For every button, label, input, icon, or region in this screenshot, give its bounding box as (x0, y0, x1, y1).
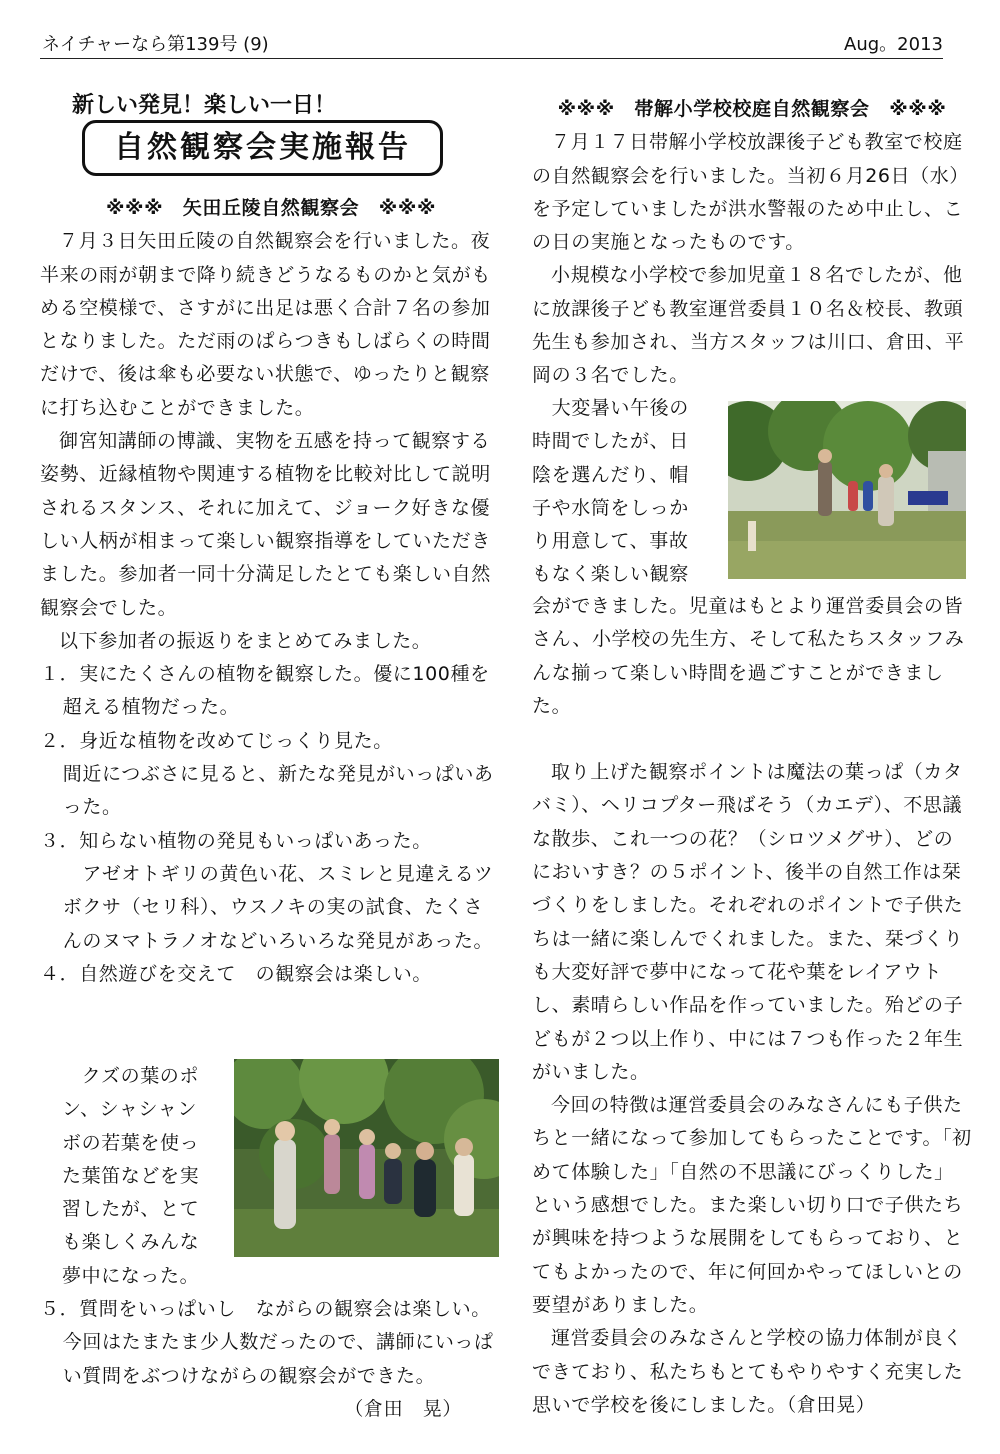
right-paragraph-5: 今回の特徴は運営委員会のみなさんにも子供たちと一緒になって参加してもらったことです。「初めて体験した」「自然の不思議にびっくりした」という感想でした。また楽しい切り口で子供たちが興味を持つような展開をしてもらっており、とてもよかったので、年に何回かやってほしいとの要望がありました。 (532, 1094, 972, 1316)
right-paragraph-4: 取り上げた観察ポイントは魔法の葉っぱ（カタバミ）、ヘリコプター飛ばそう（カエデ）、不思議な散歩、これ一つの花？（シロツメグサ）、どのにおいすき？の５ポイント、後半の自然工作は栞づくりをしました。それぞれのポイントで子供たちは一緒に楽しんでくれました。また、栞づくりも大変好評で夢中になって花や葉をレイアウトし、素晴らしい作品を作っていました。殆どの子どもが２つ以上作り、中には７つも作った２年生がいました。 (532, 761, 964, 1083)
right-wrap-text (532, 392, 722, 592)
left-paragraph-2: 御宮知講師の博識、実物を五感を持って観察する姿勢、近縁植物や関連する植物を比較対比して説明されるスタンス、それに加えて、ジョーク好きな優しい人柄が相まって楽しい観察指導をしていただきました。参加者一同十分満足したとても楽しい自然観察会でした。 (40, 430, 491, 619)
wrap-line: 陰を選んだり、帽 (532, 463, 689, 486)
wrap-line: クズの葉のポ (62, 1065, 200, 1087)
right-paragraph-1: ７月１７日帯解小学校放課後子ども教室で校庭の自然観察会を行いました。当初６月26日（水）を予定していましたが洪水警報のため中止し、この日の実施となったものです。 (532, 131, 969, 254)
wrap-line: 時間でしたが、日 (532, 430, 689, 453)
wrap-line: り用意して、事故 (532, 530, 689, 553)
wrap-line: 夢中になった。 (62, 1264, 200, 1287)
reflection-item-4: ４．自然遊びを交えて の観察会は楽しい。 (40, 962, 433, 985)
right-paragraph-2: 小規模な小学校で参加児童１８名でしたが、他に放課後子ども教室運営委員１０名＆校長、教頭先生も参加され、当方スタッフは川口、倉田、平岡の３名でした。 (532, 264, 965, 387)
newsletter-issue: ネイチャーなら第139号 (9) (42, 34, 269, 55)
left-column (40, 192, 502, 991)
reflection-item-2: ２．身近な植物を改めてじっくり見た。 (40, 729, 393, 752)
wrap-line: 子や水筒をしっか (532, 496, 689, 519)
forest-group-photo-image (234, 1059, 499, 1257)
page-subtitle: 新しい発見！楽しい一日！ (72, 93, 337, 118)
wrap-line: もなく楽しい観察 (532, 563, 689, 586)
wrap-line: ボの若葉を使っ (62, 1131, 200, 1154)
page-header (40, 28, 943, 59)
reflection-item-2-detail: 間近につぶさに見ると、新たな発見がいっぱいあった。 (62, 763, 494, 819)
wrap-line: ン、シャシャン (62, 1098, 197, 1121)
right-column-continued (532, 590, 972, 1422)
right-paragraph-6: 運営委員会のみなさんと学校の協力体制が良くできており、私たちもとてもやりやすく充実した思いで学校を後にしました。（倉田晃） (532, 1327, 964, 1416)
wrap-line: た葉笛などを実 (62, 1164, 200, 1187)
right-section-title: ※※※ 帯解小学校校庭自然観察会 ※※※ (557, 98, 947, 120)
right-paragraph-3: 会ができました。児童はもとより運営委員会の皆さん、小学校の先生方、そして私たちスタッフみんな揃って楽しい時間を過ごすことができました。 (532, 595, 965, 717)
reflection-item-1: １．実にたくさんの植物を観察した。優に100種を超える植物だった。 (40, 663, 490, 719)
left-section-title: ※※※ 矢田丘陵自然観察会 ※※※ (105, 197, 437, 219)
reflection-item-5: ５．質問をいっぱいし ながらの観察会は楽しい。今回はたまたま少人数だったので、講師にいっぱい質問をぶつけながらの観察会ができた。 (40, 1298, 494, 1387)
reflection-item-3: ３．知らない植物の発見もいっぱいあった。 (40, 829, 432, 852)
issue-date: Aug。2013 (844, 34, 943, 55)
left-column-end (40, 1293, 502, 1426)
wrap-line: 大変暑い午後の (532, 397, 689, 419)
left-paragraph-1: ７月３日矢田丘陵の自然観察会を行いました。夜半来の雨が朝まで降り続きどうなるものかと気がもめる空模様で、さすがに出足は悪く合計７名の参加となりました。ただ雨のぱらつきもしばらくの時間だけで、後は傘も必要ない状態で、ゆったりと観察に打ち込むことができました。 (40, 230, 491, 419)
reflection-item-3-detail: アゼオトギリの黄色い花、スミレと見違えるツボクサ（セリ科）、ウスノキの実の試食、たくさんのヌマトラノオなどいろいろな発見があった。 (62, 862, 494, 952)
wrap-line: 習したが、とて (62, 1198, 200, 1221)
page-title: 自然観察会実施報告 (82, 120, 443, 176)
left-author-signature: （倉田 晃） (344, 1397, 462, 1420)
spacer (532, 723, 972, 756)
reflection-item-4-detail (62, 1060, 227, 1293)
schoolyard-photo (728, 401, 966, 579)
left-paragraph-3: 以下参加者の振返りをまとめてみました。 (59, 629, 432, 652)
forest-group-photo (234, 1059, 499, 1257)
wrap-line: も楽しくみんな (62, 1231, 200, 1254)
right-column (532, 93, 972, 393)
schoolyard-photo-image (728, 401, 966, 579)
